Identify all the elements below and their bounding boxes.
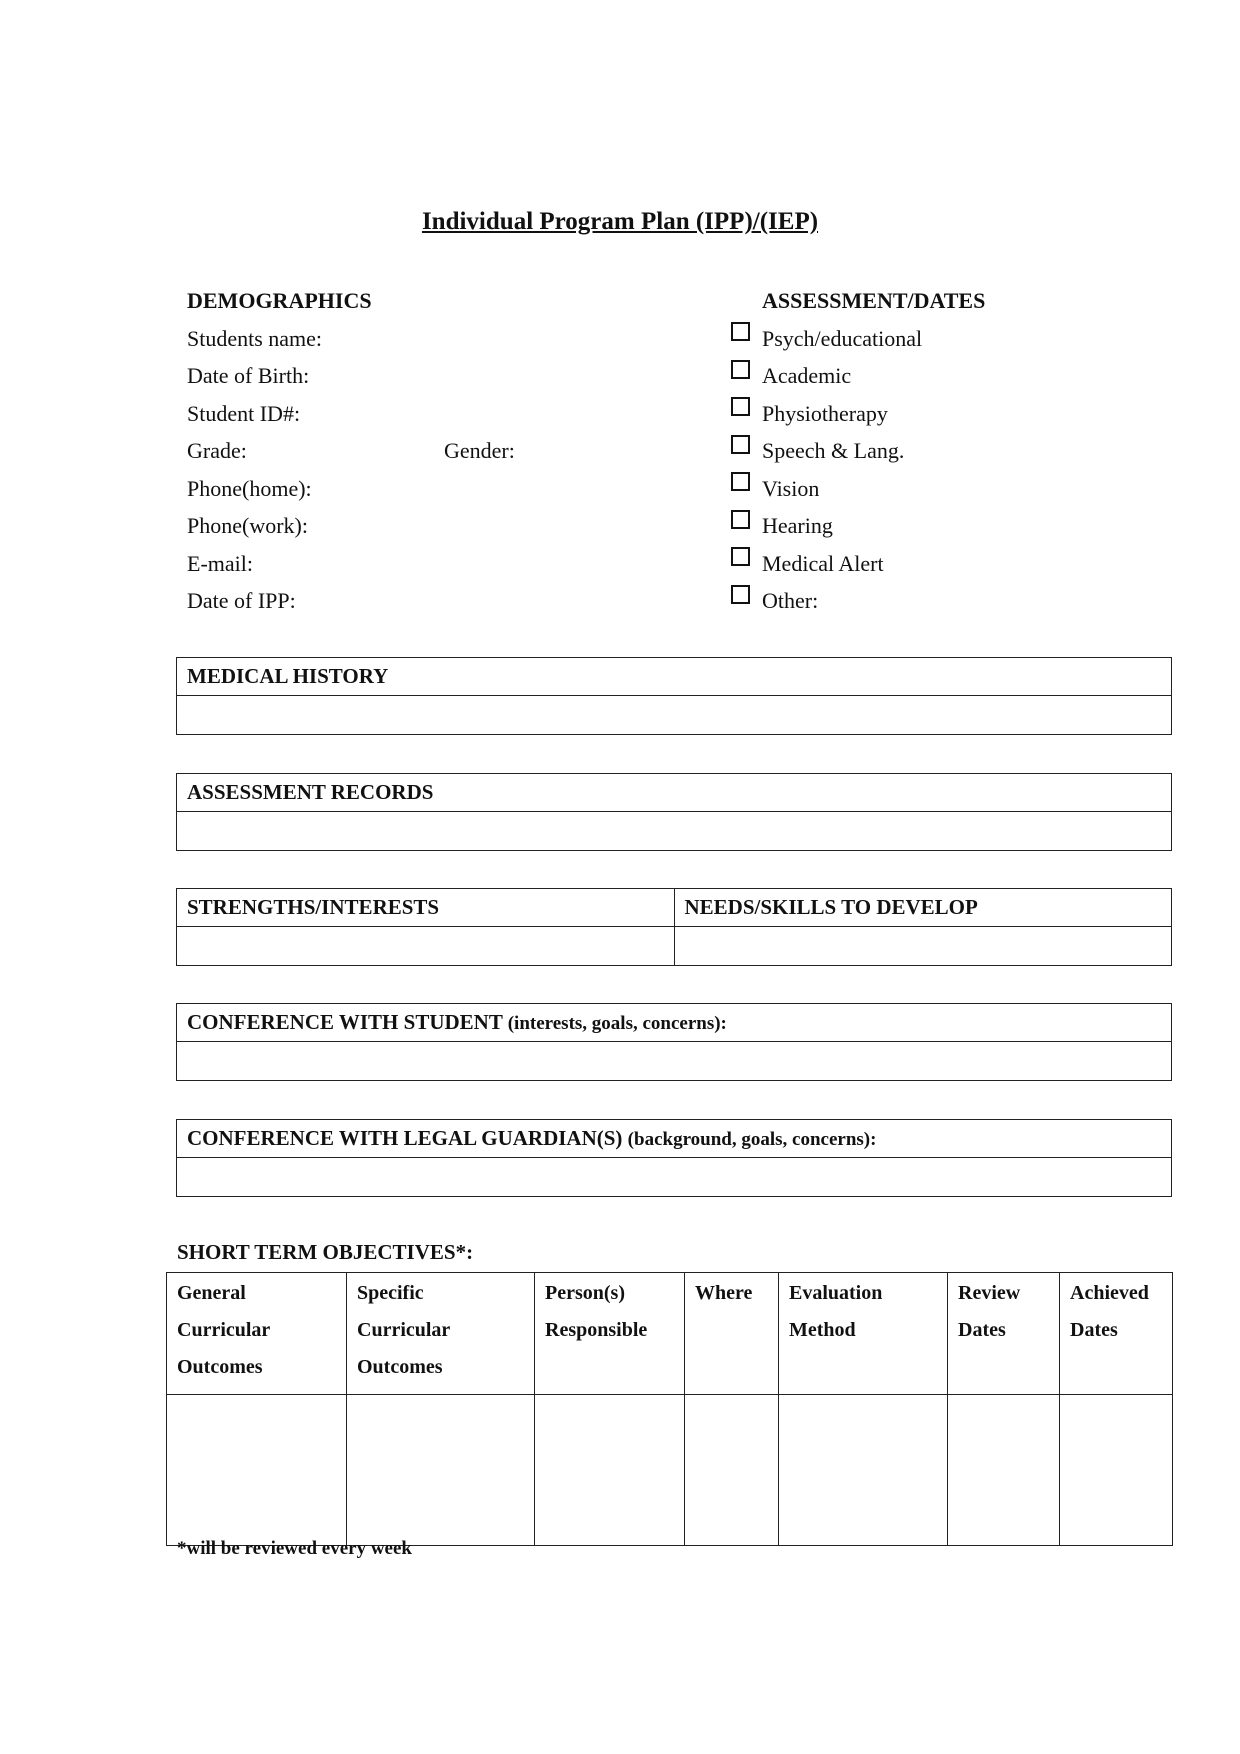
objectives-header-row	[167, 1273, 1173, 1395]
col-header-line: Curricular	[357, 1319, 451, 1341]
hearing-label: Hearing	[762, 513, 833, 538]
strengths-heading: STRENGTHS/INTERESTS	[177, 889, 674, 927]
medical-history-heading: MEDICAL HISTORY	[177, 658, 1171, 696]
col-specific-curricular-outcomes	[347, 1273, 535, 1395]
conference-student-note: (interests, goals, concerns):	[507, 1013, 727, 1034]
cell-specific-curricular-outcomes[interactable]	[347, 1395, 535, 1546]
physiotherapy-label: Physiotherapy	[762, 401, 888, 426]
hearing-checkbox[interactable]	[731, 510, 750, 529]
speech-lang-checkbox[interactable]	[731, 435, 750, 454]
objectives-footnote: *will be reviewed every week	[177, 1538, 412, 1559]
cell-where[interactable]	[685, 1395, 779, 1546]
cell-review-dates[interactable]	[948, 1395, 1060, 1546]
col-evaluation-method	[779, 1273, 948, 1395]
psych-educational-label: Psych/educational	[762, 326, 923, 351]
col-header-line: Method	[789, 1319, 856, 1341]
col-review-dates	[948, 1273, 1060, 1395]
conference-student-title: CONFERENCE WITH STUDENT	[187, 1010, 503, 1034]
col-header-line: Where	[695, 1282, 753, 1304]
col-header-line: Curricular	[177, 1319, 271, 1341]
col-achieved-dates	[1060, 1273, 1173, 1395]
phone-work-label: Phone(work):	[187, 513, 308, 538]
phone-home-label: Phone(home):	[187, 476, 312, 501]
conference-student-field[interactable]	[177, 1042, 1171, 1080]
psych-educational-checkbox[interactable]	[731, 322, 750, 341]
student-id-label: Student ID#:	[187, 401, 301, 426]
col-general-curricular-outcomes	[167, 1273, 347, 1395]
col-header-line: Specific	[357, 1282, 424, 1304]
cell-achieved-dates[interactable]	[1060, 1395, 1173, 1546]
other-label: Other:	[762, 588, 819, 613]
date-of-birth-label: Date of Birth:	[187, 363, 310, 388]
conference-student-section	[176, 1003, 1172, 1081]
col-header-line: Evaluation	[789, 1282, 883, 1304]
col-header-line: Achieved	[1070, 1282, 1149, 1304]
col-header-line: Outcomes	[177, 1356, 263, 1378]
cell-evaluation-method[interactable]	[779, 1395, 948, 1546]
assessment-records-field[interactable]	[177, 812, 1171, 850]
medical-alert-checkbox[interactable]	[731, 547, 750, 566]
date-of-ipp-label: Date of IPP:	[187, 588, 296, 613]
col-header-line: Dates	[1070, 1319, 1118, 1341]
assessment-records-section	[176, 773, 1172, 851]
gender-label: Gender:	[444, 438, 515, 463]
table-row	[167, 1395, 1173, 1546]
col-header-line: Person(s)	[545, 1282, 625, 1304]
medical-alert-label: Medical Alert	[762, 551, 884, 576]
col-header-line: Responsible	[545, 1319, 648, 1341]
page-title: Individual Program Plan (IPP)/(IEP)	[421, 208, 819, 235]
medical-history-section	[176, 657, 1172, 735]
other-checkbox[interactable]	[731, 585, 750, 604]
speech-lang-label: Speech & Lang.	[762, 438, 905, 463]
needs-column	[674, 889, 1172, 965]
physiotherapy-checkbox[interactable]	[731, 397, 750, 416]
academic-label: Academic	[762, 363, 852, 388]
objectives-table	[166, 1272, 1173, 1546]
demographics-heading: DEMOGRAPHICS	[187, 288, 372, 313]
col-header-line: Outcomes	[357, 1356, 443, 1378]
col-where	[685, 1273, 779, 1395]
col-header-line: General	[177, 1282, 246, 1304]
conference-guardian-title: CONFERENCE WITH LEGAL GUARDIAN(S)	[187, 1126, 623, 1150]
strengths-column	[177, 889, 674, 965]
strengths-needs-section	[176, 888, 1172, 966]
col-header-line: Review	[958, 1282, 1021, 1304]
conference-student-heading	[177, 1004, 1171, 1042]
conference-guardian-note: (background, goals, concerns):	[627, 1129, 877, 1150]
medical-history-field[interactable]	[177, 696, 1171, 734]
assessment-records-heading: ASSESSMENT RECORDS	[177, 774, 1171, 812]
conference-guardian-field[interactable]	[177, 1158, 1171, 1196]
cell-general-curricular-outcomes[interactable]	[167, 1395, 347, 1546]
col-header-line: Dates	[958, 1319, 1006, 1341]
grade-label: Grade:	[187, 438, 247, 463]
conference-guardian-section	[176, 1119, 1172, 1197]
needs-field[interactable]	[675, 927, 1172, 965]
conference-guardian-heading	[177, 1120, 1171, 1158]
students-name-label: Students name:	[187, 326, 323, 351]
strengths-field[interactable]	[177, 927, 674, 965]
objectives-heading: SHORT TERM OBJECTIVES*:	[177, 1240, 474, 1264]
col-persons-responsible	[535, 1273, 685, 1395]
cell-persons-responsible[interactable]	[535, 1395, 685, 1546]
vision-label: Vision	[762, 476, 820, 501]
email-label: E-mail:	[187, 551, 253, 576]
needs-heading: NEEDS/SKILLS TO DEVELOP	[675, 889, 1172, 927]
academic-checkbox[interactable]	[731, 360, 750, 379]
assessment-heading: ASSESSMENT/DATES	[762, 288, 986, 313]
vision-checkbox[interactable]	[731, 472, 750, 491]
